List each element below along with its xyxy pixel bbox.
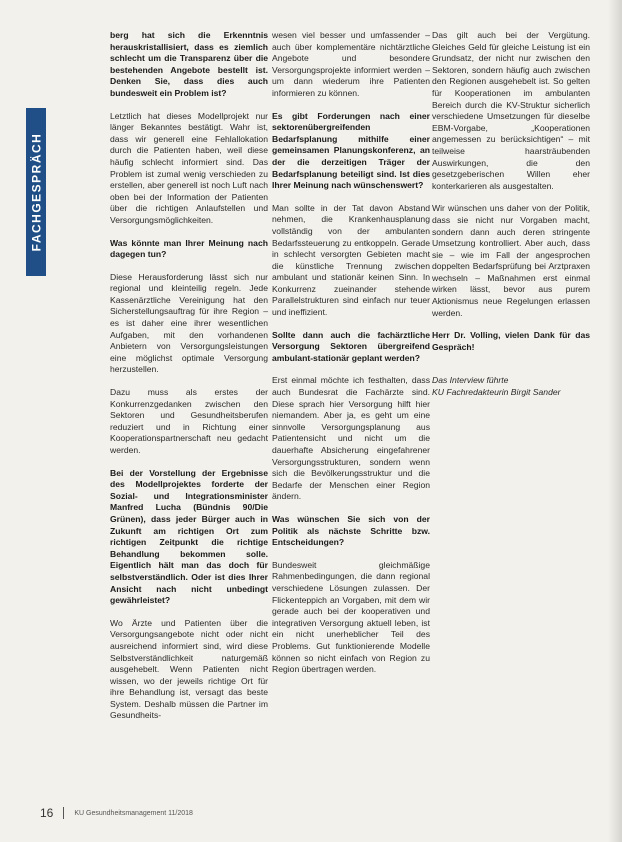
interview-answer: wesen viel besser und umfassender – auch über komplementäre nichtärztliche Angebote und besondere Versorgungsprojekte informiert werden – um dann wiederum ihre Patienten informieren zu können. xyxy=(272,30,430,98)
interview-answer: Diese Herausforderung lässt sich nur regional und kleinteilig regeln. Jede Kassenärztliche Vereinigung hat den Sicherstellungsauftrag für ihre Region – es ist daher eine ihrer wesentlichen Aufgaben, mit den vorhandenen Anbietern von Versorgungsleistungen eine möglichst optimale Versorgung herzustellen. xyxy=(110,271,268,375)
interview-answer: Wir wünschen uns daher von der Politik, dass sie nicht nur Vorgaben macht, sondern dann auch deren stringente Umsetzung kontrolliert. Aber auch, dass sie – wie im Fall der angesprochen doppelten Bedarfsprüfung bei Arztpraxen wechseln – Maßnahmen erst einmal wirken lässt, bevor aus purem Aktionismus neue Regelungen erlassen werden. xyxy=(432,203,590,318)
interview-answer: Letztlich hat dieses Modellprojekt nur länger Bekanntes bestätigt. Wahr ist, dass wir generell eine Fehlallokation durch die Patienten haben, weil diese häufig schlecht informiert sind. Das Problem ist zumal wenig verschieden zu erstellen, aber generell ist noch Luft nach oben bei der Information der Patienten über die richtigen Anlaufstellen und Versorgungsmöglichkeiten. xyxy=(110,110,268,225)
section-label: FACHGESPRÄCH xyxy=(29,132,43,252)
closing-thanks: Herr Dr. Volling, vielen Dank für das Gespräch! xyxy=(432,330,590,352)
page-footer xyxy=(40,806,193,820)
interview-question: berg hat sich die Erkenntnis herauskristallisiert, dass es ziemlich schlecht um die Transparenz über die bestehenden Angebote bestellt ist. Denken Sie, dass dies auch bundesweit ein Problem ist? xyxy=(110,30,268,98)
interview-credit-line: Das Interview führte xyxy=(432,375,509,386)
section-tab xyxy=(26,108,46,276)
footer-divider xyxy=(63,807,64,819)
column-2 xyxy=(272,30,430,687)
interview-question: Bei der Vorstellung der Ergebnisse des Modellprojektes forderte der Sozial- und Integrationsminister Manfred Lucha (Bündnis 90/Die Grünen), dass jeder Bürger auch in Zukunft am richtigen Ort zum richtigen Zeitpunkt die richtige Behandlung bekommen solle. Eigentlich hält man das doch für selbstverständlich. Oder ist dies Ihrer Ansicht nach nicht unbedingt gewährleistet? xyxy=(110,467,268,606)
interview-question: Was könnte man Ihrer Meinung nach dagegen tun? xyxy=(110,237,268,260)
interview-question: Was wünschen Sie sich von der Politik als nächste Schritte bzw. Entscheidungen? xyxy=(272,513,430,548)
interview-answer: Wo Ärzte und Patienten über die Versorgungsangebote nicht oder nicht ausreichend informiert sind, wird diese Selbstverständlichkeit naturgemäß ausgehebelt. Wenn Patienten nicht wissen, wo der jeweils richtige Ort für ihre Behandlung ist, versagt das beste System. Deshalb müssen die Partner im Gesundheits- xyxy=(110,617,268,721)
interview-answer: Erst einmal möchte ich festhalten, dass auch Bundesrat die Fachärzte sind. Diese sprach hier Versorgung hilft hier niemandem. Aber ja, es geht um eine sinnvolle Versorgungsplanung aus Patientensicht und nicht um die dauerhafte Absicherung eingefahrener Versorgungsstrukturen, sondern wenn sich die Bevölkerungsstruktur und die Bedarfe der Menschen einer Region ändern. xyxy=(272,375,430,502)
column-1 xyxy=(110,30,268,733)
publication-name: KU Gesundheitsmanagement 11/2018 xyxy=(74,809,193,817)
interview-credit-author: KU Fachredakteurin Birgit Sander xyxy=(432,387,561,398)
column-3 xyxy=(432,30,590,410)
interview-answer: Dazu muss als erstes der Konkurrenzgedanken zwischen den Sektoren und Gesundheitsberufen reduziert und in Richtung einer Kooperationspartnerschaft neu gedacht werden. xyxy=(110,387,268,455)
interview-answer: Das gilt auch bei der Vergütung. Gleiches Geld für gleiche Leistung ist ein Grundsatz, der nicht nur zwischen den Sektoren, sondern häufig auch zwischen den Regionen ausgehebelt ist. So gelten für Kooperationen im ambulanten Bereich durch die KV-Struktur sicherlich verschiedene Umsetzungen für dieselbe EBM-Vorgabe, „Kooperationen angemessen zu berücksichtigen“ – mit teilweise haarsträubenden Auswirkungen, die den gesetzgeberischen Willen eher konterkarieren als ausgestalten. xyxy=(432,30,590,191)
interview-question: Es gibt Forderungen nach einer sektorenübergreifenden Bedarfsplanung mithilfe einer gemeinsamen Planungskonferenz, an der die derzeitigen Träger der Bedarfsplanung beteiligt sind. Ist dies Ihrer Meinung nach wünschenswert? xyxy=(272,110,430,191)
interview-answer: Man sollte in der Tat davon Abstand nehmen, die Krankenhausplanung vollständig von der ambulanten Bedarfssteuerung zu entkoppeln. Gerade in schlecht versorgten Gebieten macht die künstliche Trennung zwischen ambulant und stationär keinen Sinn. In Konkurrenz zueinander stehende Parallelstrukturen sind einfach nur teuer und ineffizient. xyxy=(272,202,430,318)
page-number: 16 xyxy=(40,806,54,820)
interview-answer: Bundesweit gleichmäßige Rahmenbedingungen, die dann regional verschiedene Lösungen zulassen. Der Flickenteppich an Vorgaben, mit dem wir gerade auch bei der kooperativen und integrativen Versorgung aktuell leben, ist ein nicht unerheblicher Teil des Problems. Gut funktionierende Modelle können so nicht einfach von Region zu Region übertragen werden. xyxy=(272,559,430,675)
page-edge-shadow xyxy=(608,0,622,842)
interview-question: Sollte dann auch die fachärztliche Versorgung Sektoren übergreifend ambulant-stationär geplant werden? xyxy=(272,329,430,363)
